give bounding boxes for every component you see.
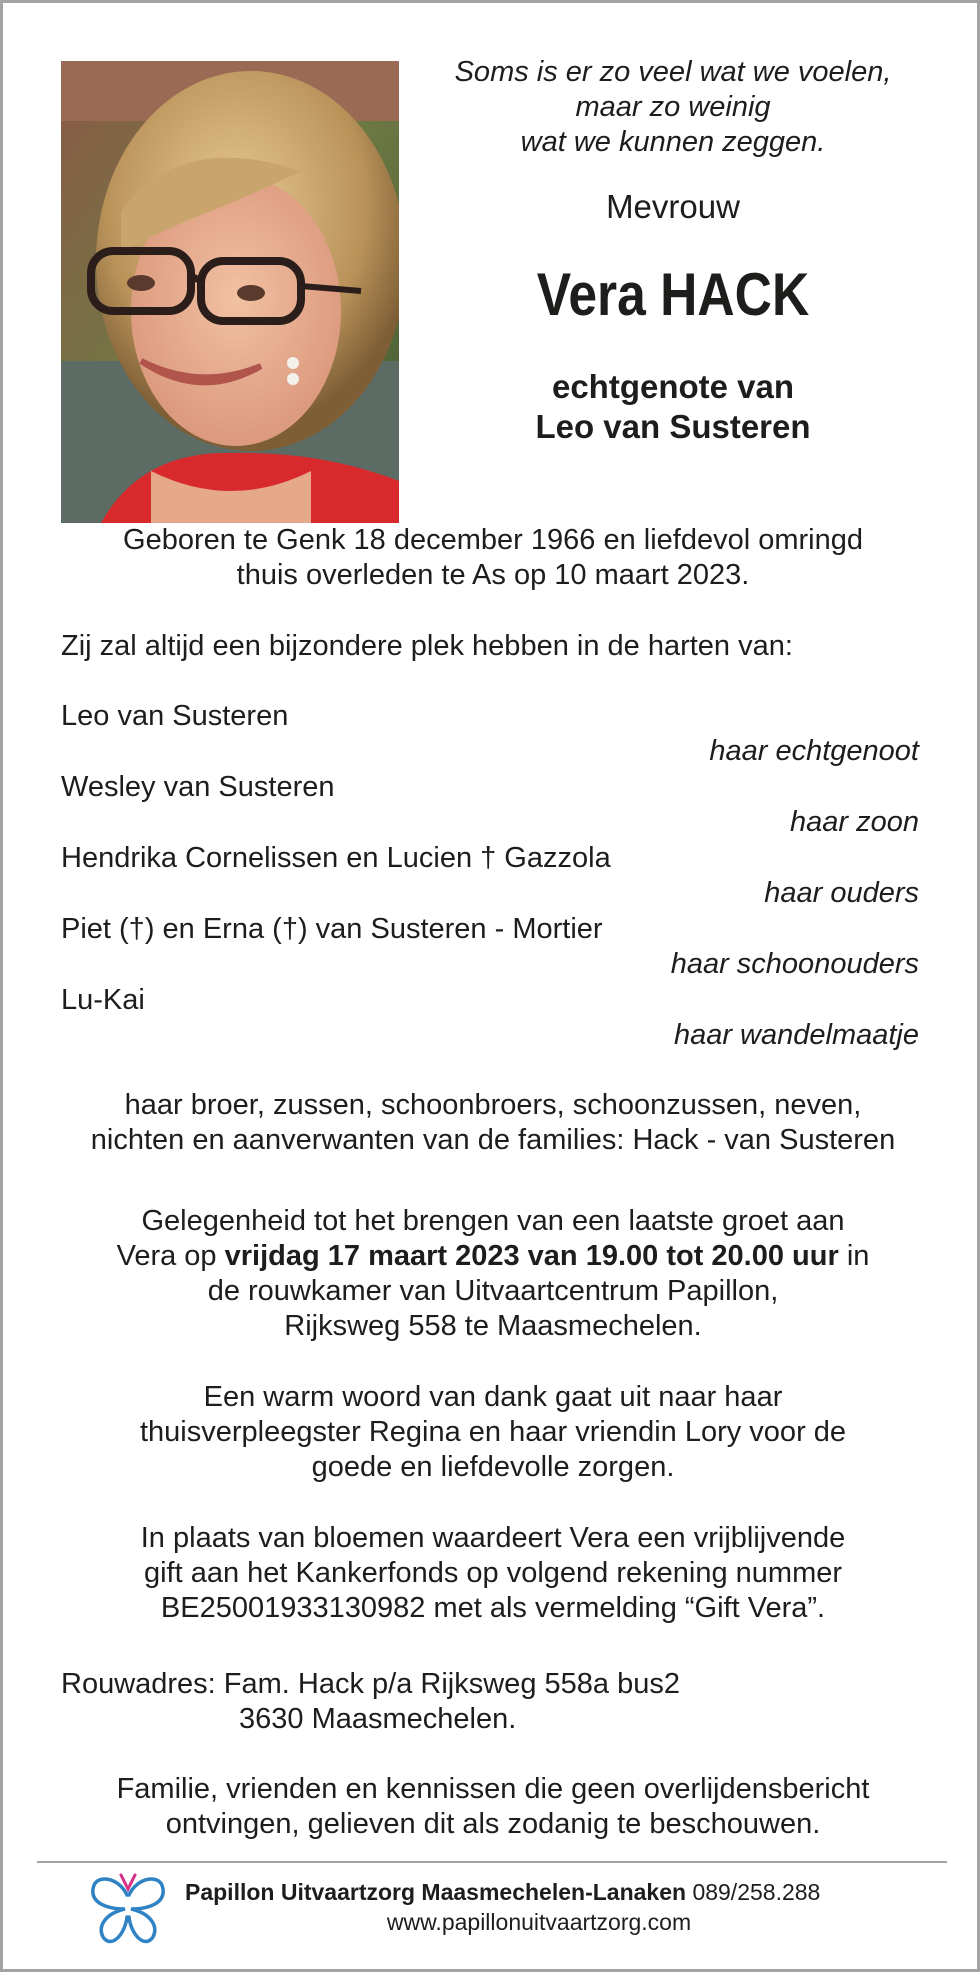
family-member-name: Leo van Susteren (61, 700, 289, 732)
funeral-home-info (185, 1877, 925, 1907)
mourning-address (61, 1667, 941, 1737)
family-member-name: Piet (†) en Erna (†) van Susteren - Mortier (61, 913, 603, 945)
relatives-text (43, 1088, 943, 1158)
butterfly-logo-icon (89, 1873, 167, 1947)
funeral-home-phone: 089/258.288 (692, 1879, 821, 1905)
visitation-pre: Vera op (116, 1240, 225, 1272)
poem-line: Soms is er zo veel wat we voelen, (454, 56, 892, 88)
visitation-post: in (838, 1240, 870, 1272)
donation-line: gift aan het Kankerfonds op volgend rekening nummer (143, 1557, 843, 1589)
deceased-name: Vera HACK (536, 261, 810, 328)
relatives-line: nichten en aanverwanten van de families: Hack - van Susteren (90, 1124, 896, 1156)
address-line: Rouwadres: Fam. Hack p/a Rijksweg 558a bus2 (61, 1668, 680, 1700)
closing-line: ontvingen, gelieven dit als zodanig te beschouwen. (165, 1808, 821, 1840)
visitation-line: Rijksweg 558 te Maasmechelen. (284, 1310, 702, 1342)
family-member-role: haar schoonouders (670, 948, 919, 980)
visitation-text (43, 1204, 943, 1344)
poem-line: maar zo weinig (575, 91, 771, 123)
thanks-line: thuisverpleegster Regina en haar vriendin Lory voor de (139, 1416, 847, 1448)
visitation-datetime: vrijdag 17 maart 2023 van 19.00 tot 20.00 uur (224, 1240, 839, 1272)
family-intro: Zij zal altijd een bijzondere plek hebben in de harten van: (61, 630, 793, 662)
relatives-line: haar broer, zussen, schoonbroers, schoonzussen, neven, (124, 1089, 862, 1121)
honorific: Mevrouw (606, 188, 740, 225)
family-member-role: haar wandelmaatje (673, 1019, 919, 1051)
donation-line: BE25001933130982 met als vermelding “Gift Vera”. (160, 1592, 826, 1624)
portrait-photo (61, 61, 399, 523)
visitation-line: de rouwkamer van Uitvaartcentrum Papillon, (207, 1275, 779, 1307)
death-line: thuis overleden te As op 10 maart 2023. (236, 559, 750, 591)
spouse-relation (413, 367, 933, 447)
visitation-line (43, 1239, 943, 1274)
birth-line: Geboren te Genk 18 december 1966 en liefdevol omringd (123, 524, 863, 556)
visitation-line: Gelegenheid tot het brengen van een laatste groet aan (141, 1205, 845, 1237)
family-member-name: Lu-Kai (61, 984, 145, 1016)
poem-line: wat we kunnen zeggen. (520, 126, 826, 158)
relation-line: Leo van Susteren (535, 408, 811, 445)
thanks-text (43, 1380, 943, 1485)
thanks-line: Een warm woord van dank gaat uit naar haar (203, 1381, 783, 1413)
poem (413, 55, 933, 160)
thanks-line: goede en liefdevolle zorgen. (311, 1451, 675, 1483)
donation-text (43, 1521, 943, 1626)
funeral-home-website: www.papillonuitvaartzorg.com (386, 1909, 692, 1935)
funeral-home-name: Papillon Uitvaartzorg Maasmechelen-Lanaken (185, 1879, 687, 1905)
relation-line: echtgenote van (551, 368, 795, 405)
address-line: 3630 Maasmechelen. (239, 1703, 517, 1735)
donation-line: In plaats van bloemen waardeert Vera een vrijblijvende (140, 1522, 846, 1554)
footer-divider (37, 1861, 947, 1863)
closing-text (43, 1772, 943, 1842)
family-member-role: haar zoon (790, 806, 919, 838)
closing-line: Familie, vrienden en kennissen die geen overlijdensbericht (116, 1773, 870, 1805)
family-member-name: Wesley van Susteren (61, 771, 335, 803)
family-member-role: haar ouders (764, 877, 919, 909)
family-member-role: haar echtgenoot (709, 735, 919, 767)
birth-death-text (43, 523, 943, 593)
family-member-name: Hendrika Cornelissen en Lucien † Gazzola (61, 842, 611, 874)
